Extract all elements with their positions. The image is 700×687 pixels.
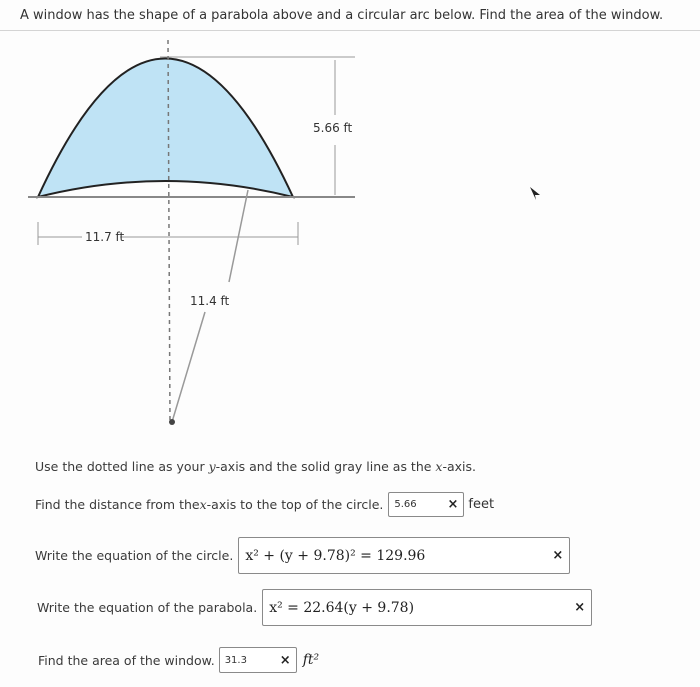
q1-suffix: -axis to the top of the circle. [206,497,384,512]
clear-icon[interactable]: × [552,548,564,563]
clear-icon[interactable]: × [447,497,459,512]
instr-x: x [435,459,443,474]
question-4 [38,647,319,673]
circle-equation-input[interactable] [238,537,570,574]
radius-line [229,190,248,282]
area-answer-input[interactable] [219,647,297,673]
distance-answer-input[interactable] [388,492,464,517]
area-label: Find the area of the window. [38,652,215,668]
instr-suffix: -axis. [442,459,477,474]
parabola-equation-input[interactable] [262,589,592,626]
cursor-icon [530,187,540,200]
height-label: 5.66 ft [313,121,353,135]
circle-center-dot [169,419,175,425]
parabola-equation-value: x² = 22.64(y + 9.78) [269,599,415,616]
distance-answer-value: 5.66 [394,499,417,510]
window-shape [38,59,293,198]
question-3 [37,589,592,626]
instr-prefix: Use the dotted line as your [35,459,209,474]
clear-icon[interactable]: × [279,652,291,668]
question-1 [35,492,494,517]
q1-var: x [199,497,207,512]
question-2 [35,537,570,574]
axis-instructions [35,459,476,474]
parabola-equation-label: Write the equation of the parabola. [37,600,258,615]
instr-y: y [208,459,216,474]
distance-unit: feet [468,497,495,512]
question-text: A window has the shape of a parabola above and a circular arc below. Find the area of the window. [20,8,664,23]
q1-prefix: Find the distance from the [35,497,200,512]
area-unit: ft² [302,652,320,668]
clear-icon[interactable]: × [574,600,586,615]
circle-equation-label: Write the equation of the circle. [35,548,234,563]
circle-equation-value: x² + (y + 9.78)² = 129.96 [245,547,426,564]
width-label: 11.7 ft [85,230,125,244]
radius-label: 11.4 ft [190,294,230,308]
radius-line-lower [172,312,205,422]
instr-middle: -axis and the solid gray line as the [215,459,436,474]
area-answer-value: 31.3 [224,654,247,666]
